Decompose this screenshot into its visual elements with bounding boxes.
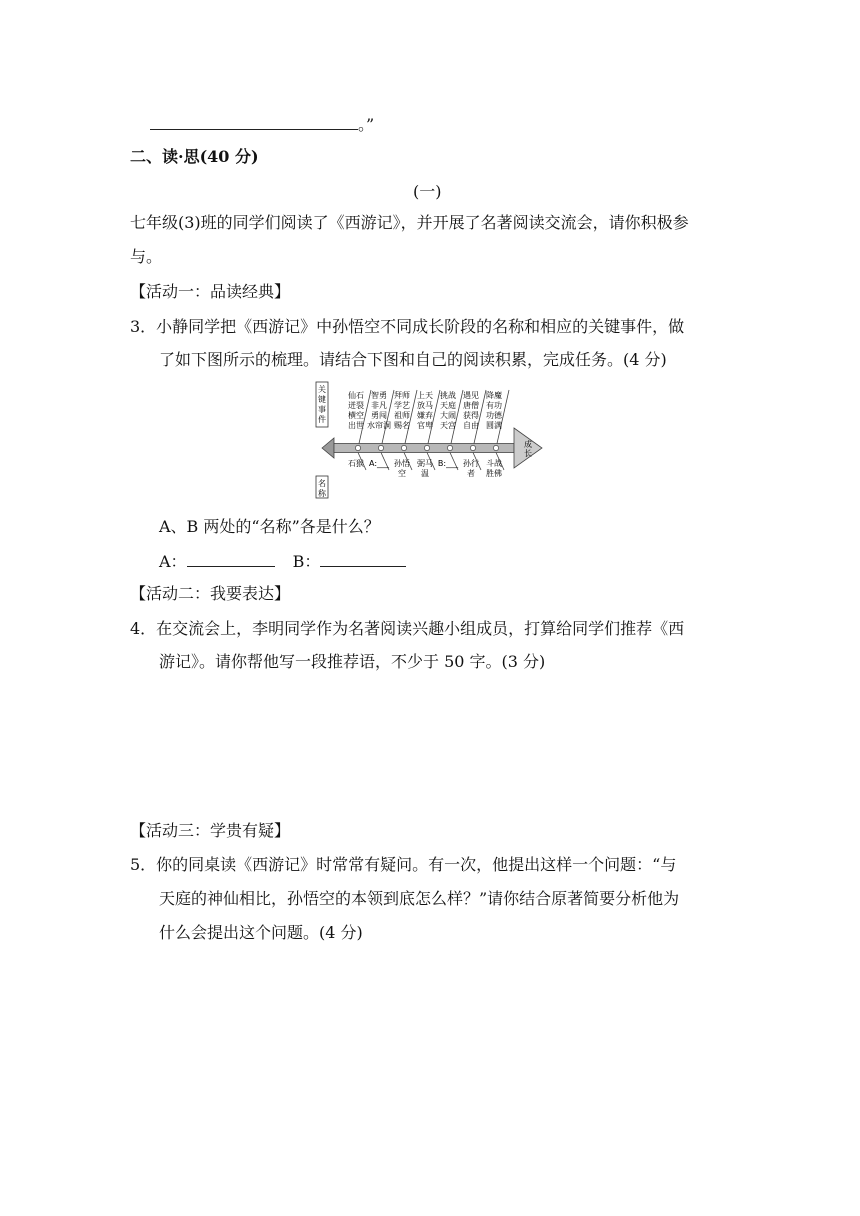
event-text: 非凡 xyxy=(371,401,387,410)
q4-line-2: 游记》。请你帮他写一段推荐语，不少于 50 字。(3 分) xyxy=(159,652,546,671)
event-text: 放马 xyxy=(417,401,433,410)
event-text: 智勇 xyxy=(371,391,387,400)
answer-a-label: A： xyxy=(159,552,187,571)
event-text: 出世 xyxy=(348,421,364,430)
activity1-title: 【活动一：品读经典】 xyxy=(130,282,291,301)
fishbone-diagram xyxy=(314,380,550,500)
event-text: 嫌弃 xyxy=(417,411,433,420)
event-text: 功德 xyxy=(486,411,502,420)
head-label xyxy=(524,439,532,458)
name-label xyxy=(438,459,459,468)
intro-line-1: 七年级(3)班的同学们阅读了《西游记》，并开展了名著阅读交流会，请你积极参 xyxy=(130,213,689,232)
event-text: 水帘洞 xyxy=(367,421,391,430)
top-label-char: 事 xyxy=(318,405,326,414)
activity2-title: 【活动二：我要表达】 xyxy=(130,584,291,603)
name-text: 空 xyxy=(398,469,406,478)
event-label xyxy=(367,390,391,430)
head-label-char: 长 xyxy=(524,449,532,458)
name-label xyxy=(394,458,410,478)
event-text: 获得 xyxy=(463,411,479,420)
q3-line-2: 了如下图所示的梳理。请结合下图和自己的阅读积累，完成任务。(4 分) xyxy=(159,350,667,369)
event-label xyxy=(348,390,364,430)
event-text: 仙石 xyxy=(348,391,364,400)
name-label xyxy=(417,458,433,478)
name-text: 胜佛 xyxy=(486,469,502,478)
spine-node xyxy=(378,445,383,450)
name-text: 温 xyxy=(421,469,429,478)
event-label xyxy=(486,390,503,430)
name-text: B:___ xyxy=(437,459,459,468)
bottom-label-char: 称 xyxy=(318,489,326,498)
name-text: 弼马 xyxy=(417,459,433,468)
passage-number: (一) xyxy=(413,182,442,201)
name-text: 孙行 xyxy=(463,459,479,468)
event-text: 祖师 xyxy=(394,411,410,420)
head-label-char: 成 xyxy=(524,440,532,449)
event-label xyxy=(440,390,456,430)
event-text: 赐名 xyxy=(394,421,410,430)
event-text: 天庭 xyxy=(440,401,456,410)
q4-answer-area[interactable] xyxy=(130,684,730,804)
event-text: 拜师 xyxy=(394,391,410,400)
name-text: 孙悟 xyxy=(394,459,410,468)
q5-answer-area[interactable] xyxy=(130,956,730,1136)
top-label-char: 键 xyxy=(318,395,326,404)
event-text: 唐僧 xyxy=(463,401,479,410)
event-text: 挑战 xyxy=(440,391,456,400)
previous-answer-line xyxy=(150,113,374,136)
answer-blank[interactable] xyxy=(150,113,358,130)
name-text: A:___ xyxy=(368,459,390,468)
event-text: 迸裂 xyxy=(348,401,364,410)
event-text: 圆满 xyxy=(486,421,502,430)
top-label-char: 件 xyxy=(318,415,326,424)
event-text: 遇见 xyxy=(463,391,479,400)
spine-node xyxy=(470,445,475,450)
activity3-title: 【活动三：学贵有疑】 xyxy=(130,821,291,840)
q5-line-3: 什么会提出这个问题。(4 分) xyxy=(159,923,363,942)
spine-node xyxy=(355,445,360,450)
answer-a-blank[interactable] xyxy=(187,550,275,567)
event-text: 官卑 xyxy=(417,421,433,430)
q3-sub-question: A、B 两处的“名称”各是什么？ xyxy=(159,517,380,536)
bottom-label-char: 名 xyxy=(318,479,326,488)
q3-line-1: 3．小静同学把《西游记》中孙悟空不同成长阶段的名称和相应的关键事件，做 xyxy=(130,317,685,336)
event-text: 横空 xyxy=(348,411,364,420)
name-text: 者 xyxy=(467,469,475,478)
event-text: 勇闯 xyxy=(371,411,387,420)
event-text: 自由 xyxy=(463,421,479,430)
event-text: 学艺 xyxy=(394,401,410,410)
closing-quote: 。” xyxy=(358,115,375,134)
spine-node xyxy=(401,445,406,450)
name-label xyxy=(348,459,364,468)
q5-line-2: 天庭的神仙相比，孙悟空的本领到底怎么样？”请你结合原著简要分析他为 xyxy=(159,889,680,908)
top-label-box xyxy=(316,382,328,427)
event-text: 天宫 xyxy=(440,421,456,430)
bottom-label-box xyxy=(316,476,328,498)
q3-answer-row xyxy=(159,550,406,573)
name-label xyxy=(463,458,479,478)
event-text: 上天 xyxy=(417,391,433,400)
spine-node xyxy=(493,445,498,450)
q5-line-1: 5．你的同桌读《西游记》时常常有疑问。有一次，他提出这样一个问题：“与 xyxy=(130,855,677,874)
event-label xyxy=(463,390,479,430)
q4-line-1: 4．在交流会上，李明同学作为名著阅读兴趣小组成员，打算给同学们推荐《西 xyxy=(130,619,685,638)
event-label xyxy=(394,390,410,430)
name-label xyxy=(369,459,390,468)
name-label xyxy=(486,458,502,478)
spine-node xyxy=(424,445,429,450)
event-label xyxy=(417,390,433,430)
event-text: 降魔 xyxy=(486,391,502,400)
answer-b-blank[interactable] xyxy=(320,550,406,567)
name-text: 石猴 xyxy=(348,459,364,468)
intro-line-2: 与。 xyxy=(130,247,163,266)
answer-b-label: B： xyxy=(292,552,321,571)
section-title: 二、读·思(40 分) xyxy=(130,147,259,166)
name-text: 斗战 xyxy=(486,459,502,468)
event-text: 大闹 xyxy=(440,411,456,420)
spine-node xyxy=(447,445,452,450)
event-text: 有功 xyxy=(486,401,502,410)
top-label-char: 关 xyxy=(318,385,326,394)
